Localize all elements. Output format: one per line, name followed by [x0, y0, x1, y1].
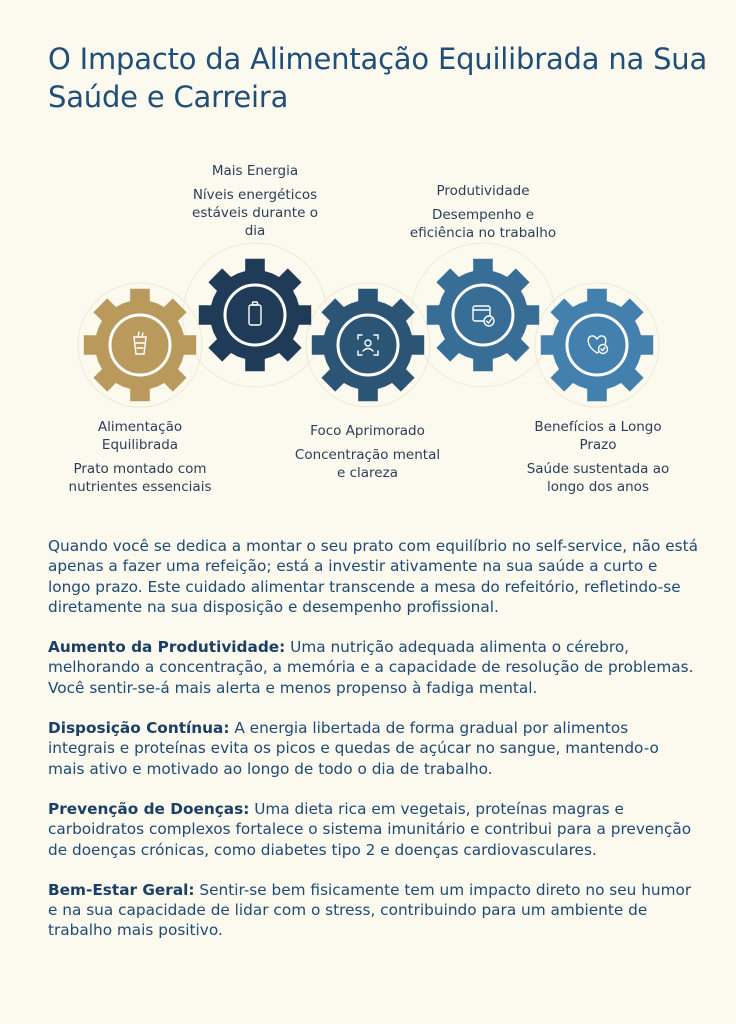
- gear-body: [199, 259, 311, 371]
- section-text: Uma nutrição adequada alimenta o cérebro, melhorando a concentração, a memória e a capacidade de resolução de problemas. Você sentir-se-á mais alerta e menos propenso à fadiga mental.: [48, 638, 694, 697]
- step-label-produtividade: [403, 182, 563, 242]
- gear-foco: [312, 289, 424, 401]
- section-heading: Aumento da Produtividade:: [48, 638, 286, 657]
- section-heading: Disposição Contínua:: [48, 719, 230, 738]
- gear-mais-energia: [199, 259, 311, 371]
- gear-body: [541, 289, 653, 401]
- gear-alimentacao: [84, 289, 196, 401]
- step-desc: Níveis energéticos estáveis durante o dia: [192, 187, 318, 239]
- section-productivity: [48, 637, 698, 698]
- gear-body: [84, 289, 196, 401]
- section-heading: Prevenção de Doenças:: [48, 799, 250, 818]
- gear-beneficios: [541, 289, 653, 401]
- step-desc: Prato montado com nutrientes essenciais: [68, 461, 212, 495]
- page-title: O Impacto da Alimentação Equilibrada na Sua Saúde e Carreira: [48, 42, 708, 114]
- step-label-alimentacao: [60, 418, 220, 496]
- step-title: Mais Energia: [211, 163, 299, 179]
- gear-body: [427, 259, 539, 371]
- section-prevention: [48, 799, 698, 860]
- section-heading: Bem-Estar Geral:: [48, 880, 195, 899]
- section-text: Sentir-se bem fisicamente tem um impacto direto no seu humor e na sua capacidade de lidar com o stress, contribuindo para um ambiente de trabalho mais positivo.: [48, 880, 692, 940]
- gear-produtividade: [427, 259, 539, 371]
- gear-body: [312, 289, 424, 401]
- section-wellbeing: [48, 880, 698, 941]
- step-label-foco: [290, 422, 445, 482]
- step-title: Produtividade: [436, 183, 530, 199]
- gear-process-diagram: [0, 150, 736, 510]
- step-title: Foco Aprimorado: [310, 423, 425, 439]
- intro-paragraph: Quando você se dedica a montar o seu prato com equilíbrio no self-service, não está apenas a fazer uma refeição; está a investir ativamente na sua saúde a curto e longo prazo. Este cuidado alimentar transcende a mesa do refeitório, refletindo-se diretamente na sua disposição e desempenho profissional.: [48, 537, 699, 616]
- section-energy: [48, 718, 698, 779]
- step-label-beneficios: [518, 418, 678, 496]
- step-title: Alimentação Equilibrada: [97, 419, 183, 453]
- step-desc: Concentração mental e clareza: [294, 447, 441, 481]
- section-text: A energia libertada de forma gradual por alimentos integrais e proteínas evita os picos e quedas de açúcar no sangue, mantendo-o mais ativo e motivado ao longo de todo o dia de trabalho.: [48, 719, 659, 778]
- article-body: [48, 536, 698, 961]
- step-label-energia: [180, 162, 330, 240]
- step-title: Benefícios a Longo Prazo: [534, 419, 662, 453]
- step-desc: Desempenho e eficiência no trabalho: [409, 207, 557, 241]
- section-text: Uma dieta rica em vegetais, proteínas magras e carboidratos complexos fortalece o sistema imunitário e contribui para a prevenção de doenças crónicas, como diabetes tipo 2 e doenças cardiovasculares.: [48, 799, 692, 859]
- step-desc: Saúde sustentada ao longo dos anos: [526, 461, 670, 495]
